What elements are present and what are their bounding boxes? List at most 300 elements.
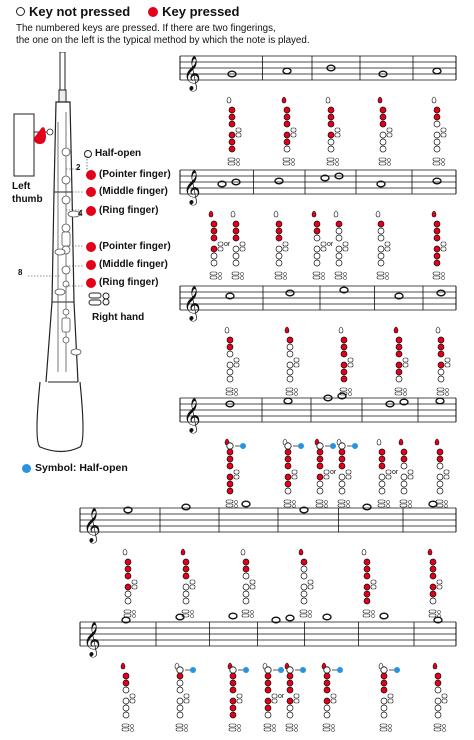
side-key (291, 128, 296, 132)
side-key (184, 699, 189, 703)
tone-hole (287, 698, 293, 704)
half-open-marker (394, 667, 400, 673)
tone-hole (328, 146, 334, 152)
side-key (234, 358, 239, 362)
tone-hole (381, 712, 387, 718)
tone-hole (285, 449, 291, 455)
tone-hole (339, 463, 345, 469)
red-circle-icon (86, 278, 96, 288)
fingering-diagram (263, 663, 284, 732)
tone-hole (227, 344, 233, 350)
legend-pressed-label: Key pressed (162, 4, 240, 19)
side-key (292, 470, 297, 474)
tone-hole (336, 260, 342, 266)
tone-hole (364, 598, 370, 604)
pinky-key (437, 610, 440, 613)
note-head (338, 393, 346, 399)
tone-hole (336, 253, 342, 259)
chart-row (180, 393, 456, 507)
pinky-key (234, 388, 237, 391)
label-number-4 (78, 209, 82, 218)
tone-hole (230, 698, 236, 704)
note-head (226, 293, 234, 299)
pinky-key (327, 158, 334, 161)
octave-key-icon (312, 211, 316, 217)
octave-key-icon (339, 327, 343, 333)
or-text: or (278, 693, 285, 700)
pinky-key (408, 500, 411, 503)
pinky-key (229, 728, 236, 731)
side-key (240, 247, 245, 251)
pinky-key (343, 276, 346, 279)
note-head (226, 401, 234, 407)
pinky-key (377, 272, 384, 275)
side-key (283, 242, 288, 246)
fingering-diagram (362, 549, 376, 618)
pinky-key (218, 272, 221, 275)
tone-hole (379, 449, 385, 455)
half-open-marker (243, 667, 249, 673)
side-key (343, 242, 348, 246)
treble-clef-icon: 𝄞 (83, 509, 101, 542)
pinky-key (240, 276, 243, 279)
pinky-key (433, 158, 440, 161)
tone-hole (380, 121, 386, 127)
octave-key-icon (263, 663, 267, 669)
tone-hole (211, 235, 217, 241)
side-key (308, 585, 313, 589)
octave-key-icon (334, 211, 338, 217)
tone-hole (177, 673, 183, 679)
tone-hole (430, 566, 436, 572)
pinky-key (377, 276, 384, 279)
pinky-key (292, 504, 295, 507)
tone-hole (381, 687, 387, 693)
tone-hole (314, 221, 320, 227)
tone-hole (125, 598, 131, 604)
tone-hole (227, 474, 233, 480)
tone-hole (378, 228, 384, 234)
pinky-key (242, 610, 249, 613)
tone-hole (125, 591, 131, 597)
note-head (436, 398, 444, 404)
tone-hole (314, 228, 320, 234)
tone-hole (381, 698, 387, 704)
tone-hole (301, 573, 307, 579)
tone-hole (379, 474, 385, 480)
fingering-diagram (432, 97, 446, 166)
pinky-key (232, 276, 239, 279)
pinky-key (264, 728, 271, 731)
tone-hole (381, 673, 387, 679)
tone-hole (230, 687, 236, 693)
tone-hole (380, 139, 386, 145)
tone-hole (233, 235, 239, 241)
tone-hole (437, 449, 443, 455)
pinky-key (122, 728, 129, 731)
tone-hole (123, 680, 129, 686)
side-key (386, 470, 391, 474)
label-number-2 (76, 163, 80, 172)
tone-hole (243, 591, 249, 597)
tone-hole (287, 337, 293, 343)
pinky-key (250, 610, 253, 613)
note-head (232, 179, 240, 185)
ring-left-text: (Ring finger) (99, 205, 159, 216)
pinky-key (292, 500, 295, 503)
tone-hole (339, 488, 345, 494)
side-key (132, 585, 137, 589)
pinky-key (436, 504, 443, 507)
note-line-2: the one on the left is the typical method by which the note is played. (16, 35, 310, 46)
tone-hole (341, 344, 347, 350)
tone-hole (430, 584, 436, 590)
octave-key-icon (378, 97, 382, 103)
side-key (386, 475, 391, 479)
pinky-key (429, 614, 436, 617)
tone-hole (364, 566, 370, 572)
tone-hole (328, 121, 334, 127)
octave-key-icon (377, 439, 381, 445)
pinky-key (300, 610, 307, 613)
tone-hole (229, 107, 235, 113)
tone-hole (123, 712, 129, 718)
tone-hole (183, 566, 189, 572)
left-thumb-line-1: Left (12, 181, 31, 192)
side-key (132, 580, 137, 584)
pinky-key (340, 392, 347, 395)
side-key (324, 470, 329, 474)
tone-hole (227, 463, 233, 469)
fingering-diagram (181, 549, 195, 618)
label-number-8 (18, 268, 22, 277)
tone-hole (336, 246, 342, 252)
label-middle-finger-right (86, 259, 168, 270)
tone-hole (211, 253, 217, 259)
tone-hole (341, 369, 347, 375)
pinky-key (380, 724, 387, 727)
tone-hole (438, 376, 444, 382)
tone-hole (438, 337, 444, 343)
side-key (445, 363, 450, 367)
tone-hole (233, 253, 239, 259)
note-head (124, 507, 132, 513)
octave-key-icon (379, 663, 383, 669)
note-head (433, 178, 441, 184)
side-key (237, 699, 242, 703)
tone-hole (336, 221, 342, 227)
tone-hole (380, 132, 386, 138)
pinky-key (346, 504, 349, 507)
pinky-key (433, 276, 440, 279)
tone-hole (396, 344, 402, 350)
pinky-key (210, 276, 217, 279)
tone-hole (434, 132, 440, 138)
side-key (442, 699, 447, 703)
treble-clef-icon: 𝄞 (183, 399, 201, 432)
pointer-left-text: (Pointer finger) (99, 169, 171, 180)
pinky-key (184, 728, 187, 731)
pinky-key (335, 158, 338, 161)
tone-hole (435, 712, 441, 718)
pinky-key (275, 276, 282, 279)
or-text: or (224, 241, 231, 248)
tone-hole (123, 705, 129, 711)
tone-hole (341, 351, 347, 357)
fingering-diagram (285, 327, 299, 396)
tone-hole (301, 559, 307, 565)
pinky-key (395, 392, 402, 395)
pinky-key (234, 500, 237, 503)
half-open-key (287, 667, 293, 673)
octave-key-icon (241, 549, 245, 555)
pinky-key (283, 162, 290, 165)
tone-hole (434, 146, 440, 152)
half-open-key (285, 443, 291, 449)
blue-circle-icon (22, 464, 31, 473)
pinky-key (348, 392, 351, 395)
red-circle-icon (86, 187, 96, 197)
pinky-key (308, 610, 311, 613)
tone-hole (324, 673, 330, 679)
note-head (327, 65, 335, 71)
side-key (346, 475, 351, 479)
pinky-key (237, 724, 240, 727)
pinky-key (445, 392, 448, 395)
tone-hole (434, 260, 440, 266)
pinky-key (234, 392, 237, 395)
side-key (321, 242, 326, 246)
tone-hole (265, 698, 271, 704)
side-key (130, 694, 135, 698)
pinky-key (124, 610, 131, 613)
tone-hole (434, 253, 440, 259)
tone-hole (401, 456, 407, 462)
tone-hole (314, 246, 320, 252)
tone-hole (314, 253, 320, 259)
side-key (294, 694, 299, 698)
side-key (437, 580, 442, 584)
tone-hole (401, 488, 407, 494)
tone-hole (401, 474, 407, 480)
pinky-key (218, 276, 221, 279)
tone-hole (328, 107, 334, 113)
tone-hole (284, 132, 290, 138)
octave-key-icon (428, 549, 432, 555)
octave-key-icon (362, 549, 366, 555)
pinky-key (226, 388, 233, 391)
fingering-diagram (209, 211, 223, 280)
pinky-key (226, 392, 233, 395)
octave-key-icon (337, 439, 341, 445)
pinky-key (338, 500, 345, 503)
chart-row (180, 286, 456, 396)
pinky-key (400, 504, 407, 507)
half-open-marker (240, 443, 246, 449)
side-key (236, 128, 241, 132)
pinky-key (387, 162, 390, 165)
tone-hole (229, 146, 235, 152)
note-head (379, 71, 387, 77)
pinky-key (378, 500, 385, 503)
tone-hole (265, 680, 271, 686)
octave-key-icon (175, 663, 179, 669)
fingering-diagram (283, 439, 304, 508)
tone-hole (285, 481, 291, 487)
tone-hole (328, 114, 334, 120)
pinky-key (234, 504, 237, 507)
tone-hole (125, 584, 131, 590)
side-key (234, 363, 239, 367)
pinky-key (335, 272, 342, 275)
pinky-key (442, 728, 445, 731)
side-key (272, 699, 277, 703)
tone-hole (341, 362, 347, 368)
tone-hole (284, 114, 290, 120)
pinky-key (226, 500, 233, 503)
tone-hole (123, 698, 129, 704)
note-head (283, 68, 291, 74)
middle-right-text: (Middle finger) (99, 259, 168, 270)
octave-key-icon (181, 549, 185, 555)
fingering-diagram (312, 211, 326, 280)
tone-hole (317, 456, 323, 462)
note-head (363, 504, 371, 510)
pinky-key (408, 504, 411, 507)
pinky-key (284, 500, 291, 503)
tone-hole (233, 260, 239, 266)
tone-hole (177, 680, 183, 686)
octave-key-icon (121, 663, 125, 669)
tone-hole (317, 463, 323, 469)
side-key (442, 694, 447, 698)
side-key (348, 363, 353, 367)
note-head (272, 617, 280, 623)
fingering-diagram (274, 211, 288, 280)
note-head (323, 614, 331, 620)
side-key (236, 133, 241, 137)
label-right-hand (92, 312, 144, 323)
tone-hole (287, 351, 293, 357)
tone-hole (396, 362, 402, 368)
legend-not-pressed-label: Key not pressed (29, 4, 131, 19)
note-head (286, 615, 294, 621)
side-key (371, 585, 376, 589)
octave-key-icon (433, 663, 437, 669)
pinky-key (132, 610, 135, 613)
pinky-key (437, 392, 444, 395)
tone-hole (364, 591, 370, 597)
tone-hole (430, 573, 436, 579)
side-key (335, 133, 340, 137)
pinky-key (190, 614, 193, 617)
side-key (291, 133, 296, 137)
pinky-key (182, 610, 189, 613)
tone-hole (284, 146, 290, 152)
pinky-key (291, 162, 294, 165)
tone-hole (227, 456, 233, 462)
pinky-key (378, 504, 385, 507)
octave-key-icon (432, 97, 436, 103)
pinky-key (403, 392, 406, 395)
fingering-diagram (376, 211, 390, 280)
pinky-key (308, 614, 311, 617)
pointer-right-text: (Pointer finger) (99, 241, 171, 252)
fingering-diagram (241, 549, 255, 618)
tone-hole (378, 260, 384, 266)
fingering-diagram (433, 663, 447, 732)
tone-hole (243, 559, 249, 565)
pinky-key (291, 158, 294, 161)
side-key (387, 133, 392, 137)
tone-hole (378, 246, 384, 252)
chart-row (80, 501, 456, 617)
note-head (286, 290, 294, 296)
pinky-key (379, 162, 386, 165)
tone-hole (434, 139, 440, 145)
tone-hole (434, 235, 440, 241)
tone-hole (287, 705, 293, 711)
pinky-key (184, 724, 187, 727)
pinky-key (286, 388, 293, 391)
tone-hole (229, 121, 235, 127)
fingering-diagram (299, 549, 313, 618)
pinky-key (437, 388, 444, 391)
half-open-marker (300, 667, 306, 673)
tone-hole (434, 228, 440, 234)
octave-key-icon (322, 663, 326, 669)
tone-hole (396, 351, 402, 357)
tone-hole (285, 488, 291, 494)
tone-hole (339, 449, 345, 455)
tone-hole (435, 705, 441, 711)
pinky-key (313, 272, 320, 275)
treble-clef-icon: 𝄞 (183, 57, 201, 90)
pinky-key (283, 276, 286, 279)
pinky-key (441, 272, 444, 275)
tone-hole (243, 573, 249, 579)
pinky-key (388, 728, 391, 731)
note-head (335, 173, 343, 179)
tone-hole (437, 481, 443, 487)
note-head (321, 175, 329, 181)
pinky-key (321, 276, 324, 279)
octave-key-icon (432, 211, 436, 217)
half-open-ring-icon (84, 150, 92, 158)
tone-hole (328, 132, 334, 138)
label-middle-finger-left (86, 186, 168, 197)
side-key (346, 470, 351, 474)
octave-key-icon (394, 327, 398, 333)
octave-key-icon (326, 97, 330, 103)
tone-hole (211, 246, 217, 252)
tone-hole (434, 246, 440, 252)
pinky-key (335, 276, 342, 279)
pinky-key (436, 500, 443, 503)
side-key (441, 242, 446, 246)
pinky-key (236, 162, 239, 165)
pinky-key (371, 610, 374, 613)
tone-hole (123, 673, 129, 679)
pinky-key (321, 272, 324, 275)
side-key (403, 363, 408, 367)
red-circle-icon (86, 170, 96, 180)
side-key (441, 128, 446, 132)
pinky-key (441, 276, 444, 279)
pinky-key (437, 614, 440, 617)
tone-hole (430, 598, 436, 604)
num-8-text: 8 (18, 268, 23, 277)
